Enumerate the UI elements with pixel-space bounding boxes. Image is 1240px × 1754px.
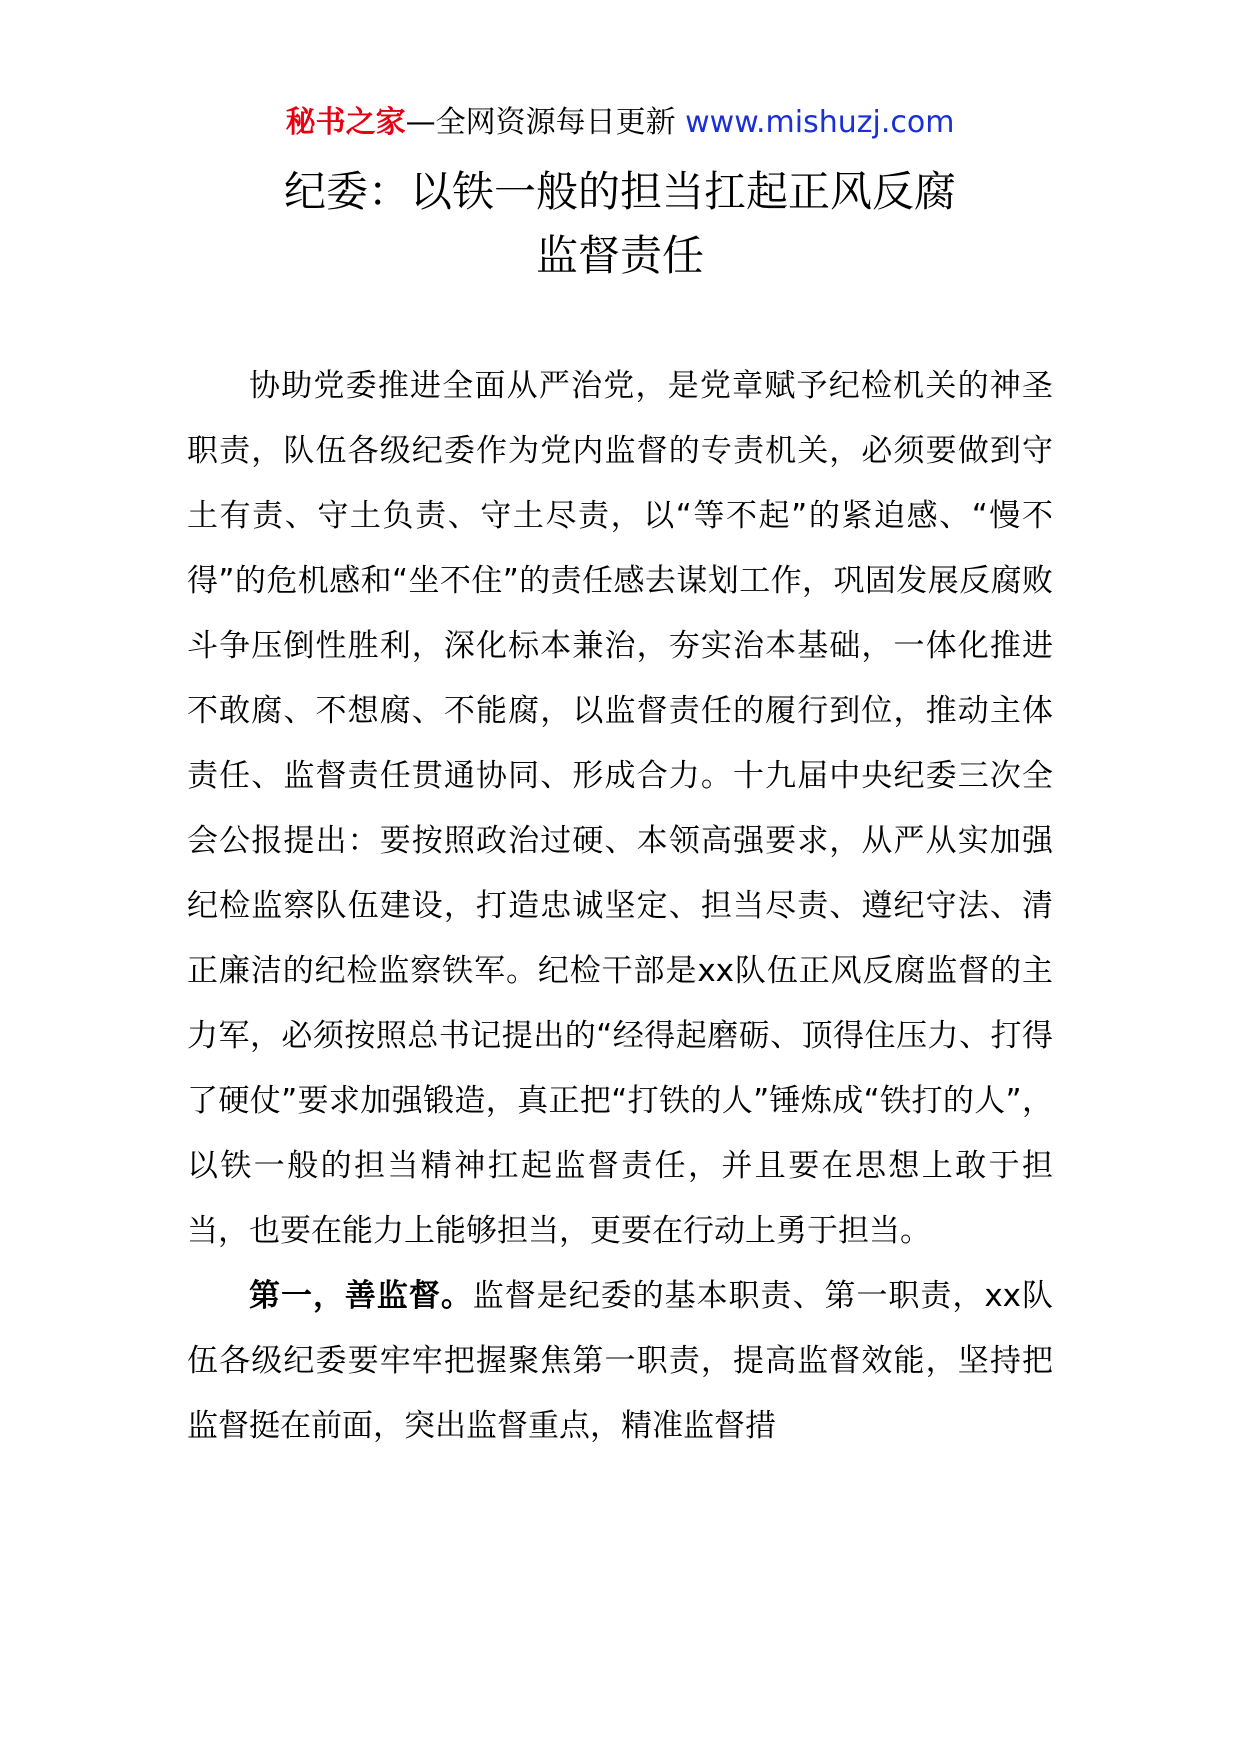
document-title xyxy=(150,160,1090,288)
paragraph-1: 协助党委推进全面从严治党，是党章赋予纪检机关的神圣职责，队伍各级纪委作为党内监督的专责机关，必须要做到守土有责、守土负责、守土尽责，以“等不起”的紧迫感、“慢不得”的危机感和“坐不住”的责任感去谋划工作，巩固发展反腐败斗争压倒性胜利，深化标本兼治，夯实治本基础，一体化推进不敢腐、不想腐、不能腐，以监督责任的履行到位，推动主体责任、监督责任贯通协同、形成合力。十九届中央纪委三次全会公报提出：要按照政治过硬、本领高强要求，从严从实加强纪检监察队伍建设，打造忠诚坚定、担当尽责、遵纪守法、清正廉洁的纪检监察铁军。纪检干部是xx队伍正风反腐监督的主力军，必须按照总书记提出的“经得起磨砺、顶得住压力、打得了硬仗”要求加强锻造，真正把“打铁的人”锤炼成“铁打的人”，以铁一般的担当精神扛起监督责任，并且要在思想上敢于担当，也要在能力上能够担当，更要在行动上勇于担当。 xyxy=(187,368,1053,1249)
title-line-2: 监督责任 xyxy=(535,231,704,280)
brand-name: 秘书之家 xyxy=(285,105,406,140)
paragraph-2-lead: 第一，善监督。 xyxy=(249,1278,473,1314)
website-link[interactable]: www.mishuzj.com xyxy=(685,105,955,140)
header-banner xyxy=(0,100,1240,146)
document-body xyxy=(187,354,1053,1459)
paragraph-2 xyxy=(187,1264,1053,1459)
paragraph-2-text: 监督是纪委的基本职责、第一职责，xx队伍各级纪委要牢牢把握聚焦第一职责，提高监督效能，坚持把监督挺在前面，突出监督重点，精准监督措 xyxy=(187,1278,1053,1444)
title-line-1: 纪委：以铁一般的担当扛起正风反腐 xyxy=(283,167,956,216)
banner-tagline: —全网资源每日更新 xyxy=(405,105,676,140)
